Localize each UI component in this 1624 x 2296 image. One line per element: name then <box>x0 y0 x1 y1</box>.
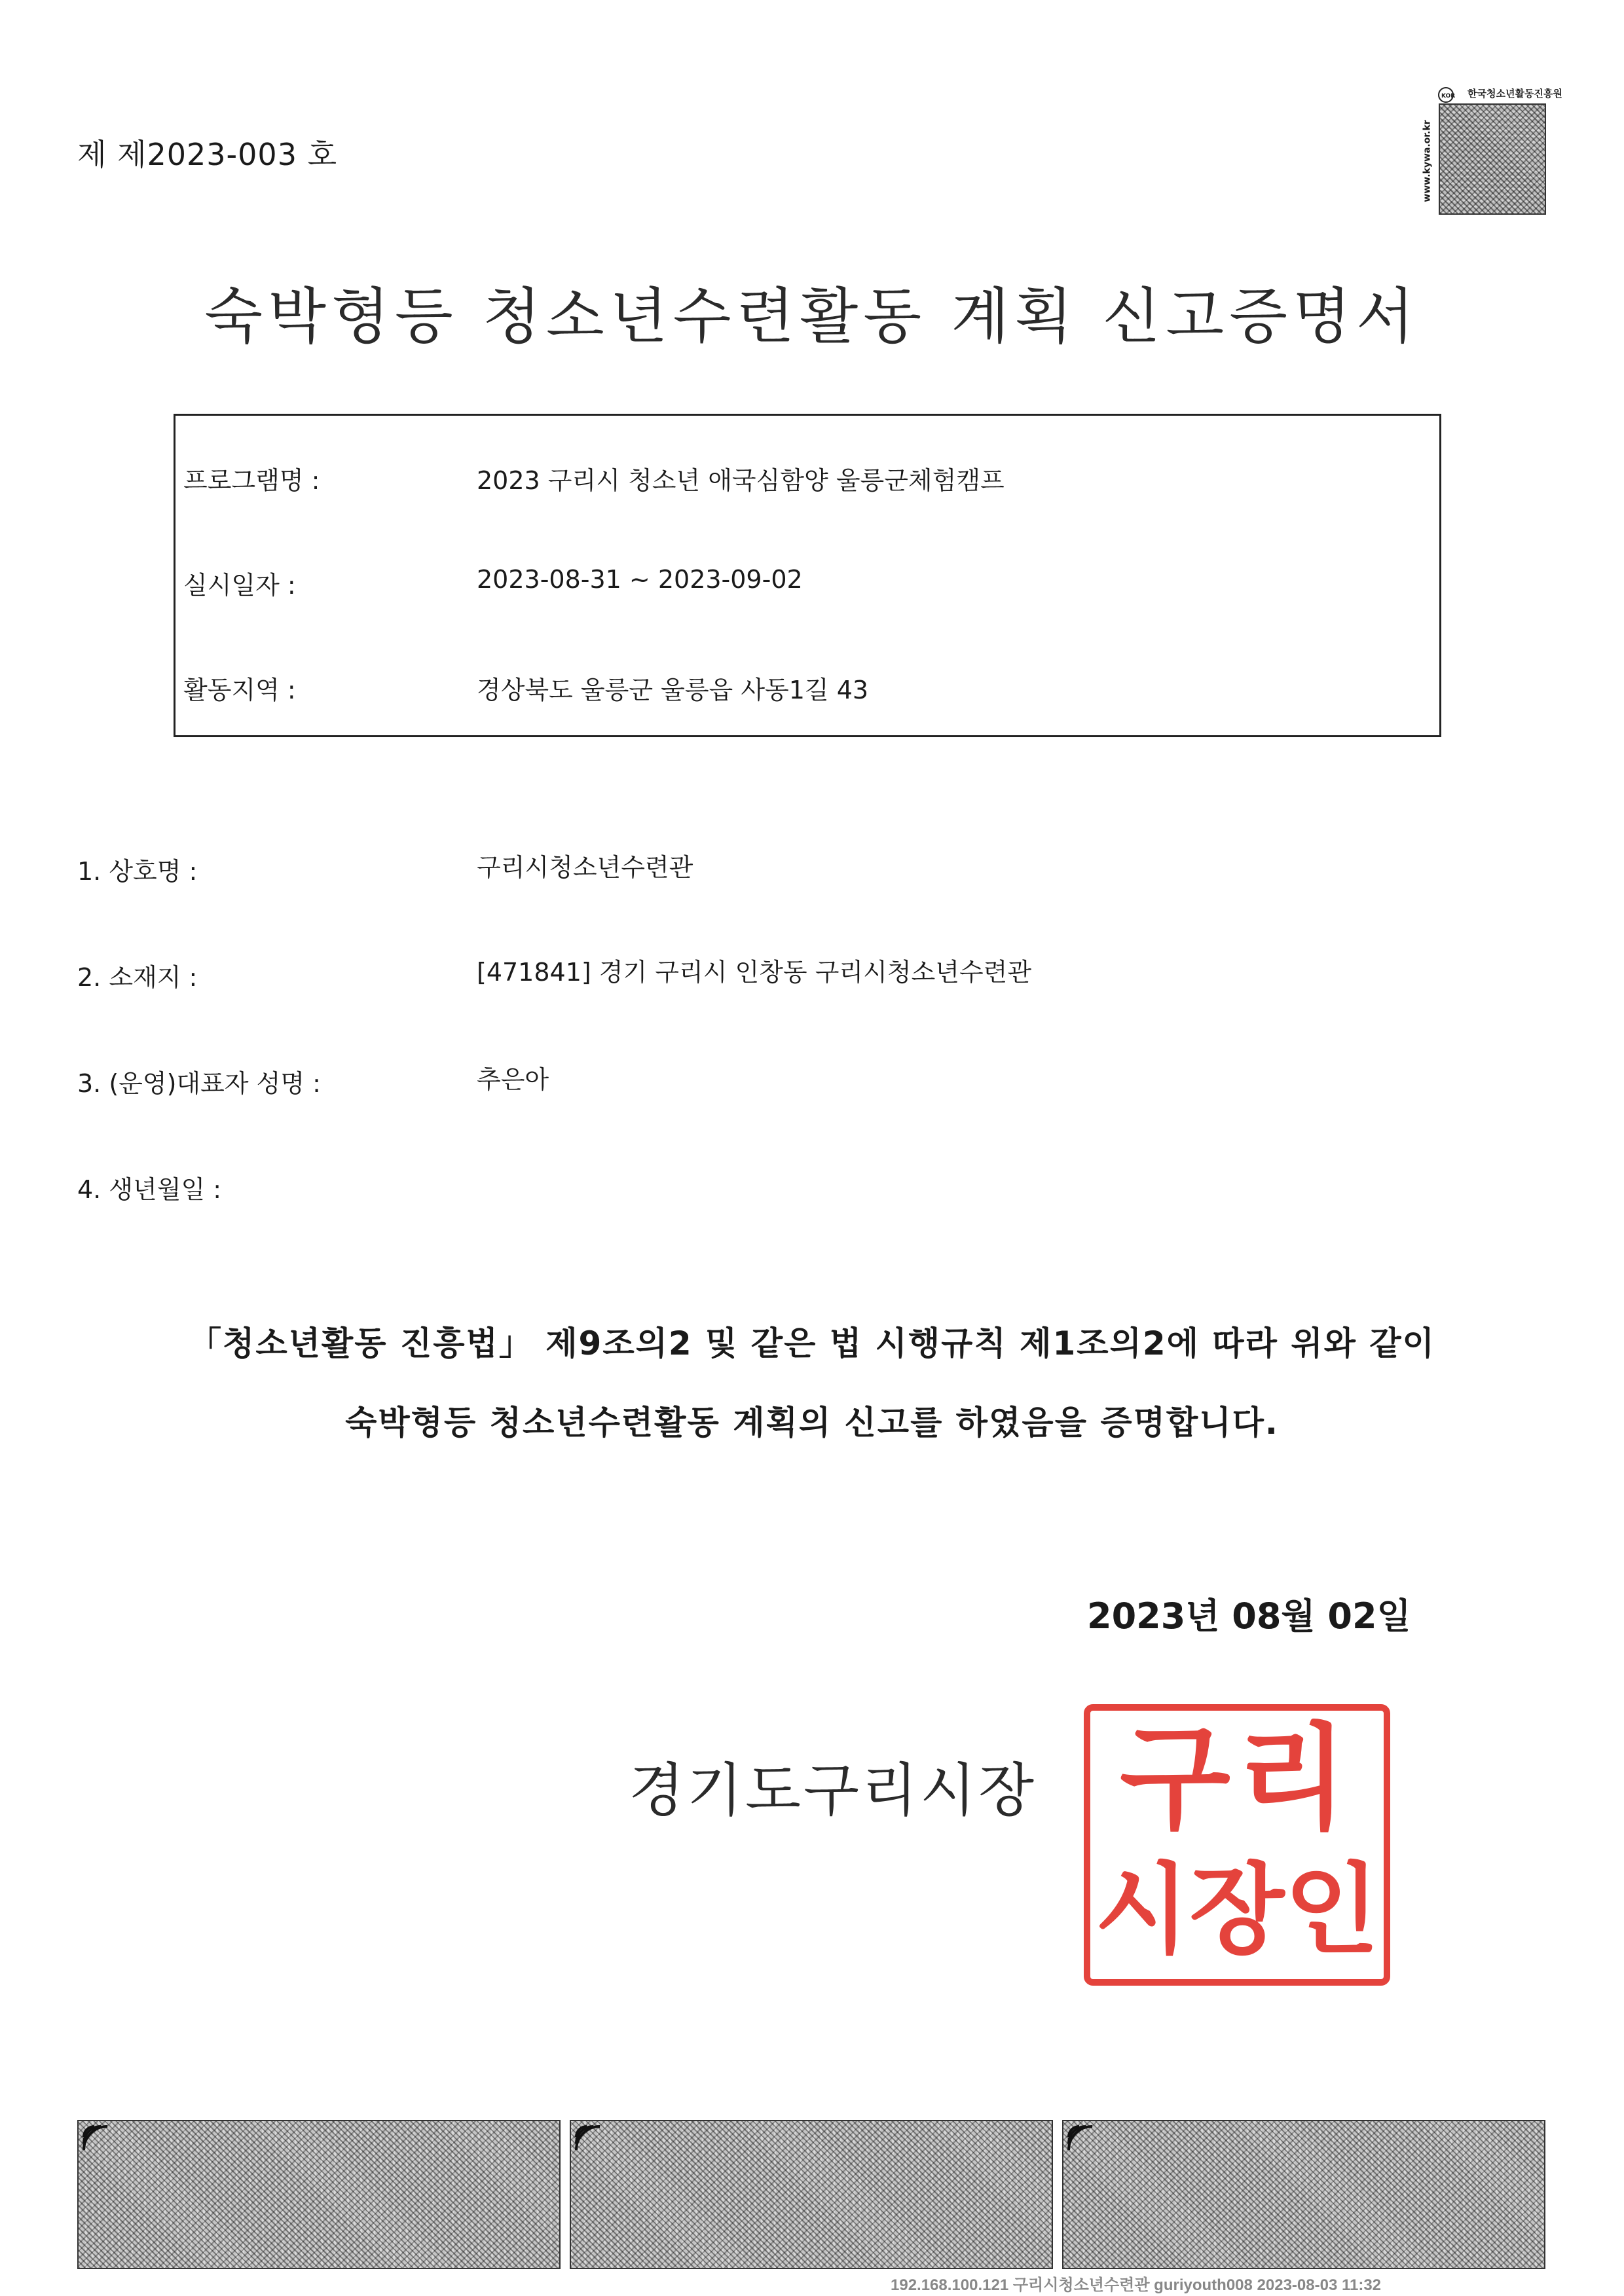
signal-icon <box>81 2124 110 2153</box>
birthdate-label: 4. 생년월일 : <box>77 1175 222 1204</box>
official-seal <box>1084 1704 1390 1986</box>
program-name-value: 2023 구리시 청소년 애국심함양 울릉군체험캠프 <box>477 466 1005 495</box>
certification-line-1: 「청소년활동 진흥법」 제9조의2 및 같은 법 시행규칙 제1조의2에 따라 위와 같이 <box>189 1324 1435 1362</box>
representative-label: 3. (운영)대표자 성명 : <box>77 1069 321 1098</box>
program-info-box <box>174 414 1441 737</box>
document-title: 숙박형등 청소년수련활동 계획 신고증명서 <box>204 282 1420 352</box>
issuer-name: 경기도구리시장 <box>629 1757 1037 1824</box>
security-pattern-2 <box>570 2120 1053 2269</box>
seal-line-1: 구리 <box>1119 1713 1355 1846</box>
program-name-label: 프로그램명 : <box>183 466 320 495</box>
business-name-label: 1. 상호명 : <box>77 857 198 886</box>
program-region-label: 활동지역 : <box>183 676 296 704</box>
program-dates-value: 2023-08-31 ~ 2023-09-02 <box>477 565 803 594</box>
issue-date: 2023년 08월 02일 <box>1087 1595 1411 1637</box>
program-region-value: 경상북도 울릉군 울릉읍 사동1길 43 <box>477 676 869 704</box>
address-label: 2. 소재지 : <box>77 963 198 992</box>
document-number: 제 제2023-003 호 <box>77 137 338 172</box>
address-value: [471841] 경기 구리시 인창동 구리시청소년수련관 <box>477 958 1032 987</box>
kor-logo-icon <box>1437 86 1464 103</box>
verification-url: www.kywa.or.kr <box>1422 120 1433 202</box>
verification-org: 한국청소년활동진흥원 <box>1467 88 1562 100</box>
security-pattern-1 <box>77 2120 561 2269</box>
signal-icon <box>1066 2124 1095 2153</box>
print-footer: 192.168.100.121 구리시청소년수련관 guriyouth008 2023-08-03 11:32 <box>891 2276 1382 2294</box>
certification-line-2: 숙박형등 청소년수련활동 계획의 신고를 하였음을 증명합니다. <box>345 1404 1279 1442</box>
verification-pattern <box>1439 103 1546 215</box>
security-pattern-3 <box>1062 2120 1545 2269</box>
verification-code <box>1405 84 1562 215</box>
business-name-value: 구리시청소년수련관 <box>477 853 693 882</box>
signal-icon <box>574 2124 602 2153</box>
program-dates-label: 실시일자 : <box>183 571 296 600</box>
representative-value: 추은아 <box>477 1065 549 1094</box>
seal-line-2: 시장인 <box>1094 1853 1380 1967</box>
logo-text: KOR <box>1441 93 1456 100</box>
